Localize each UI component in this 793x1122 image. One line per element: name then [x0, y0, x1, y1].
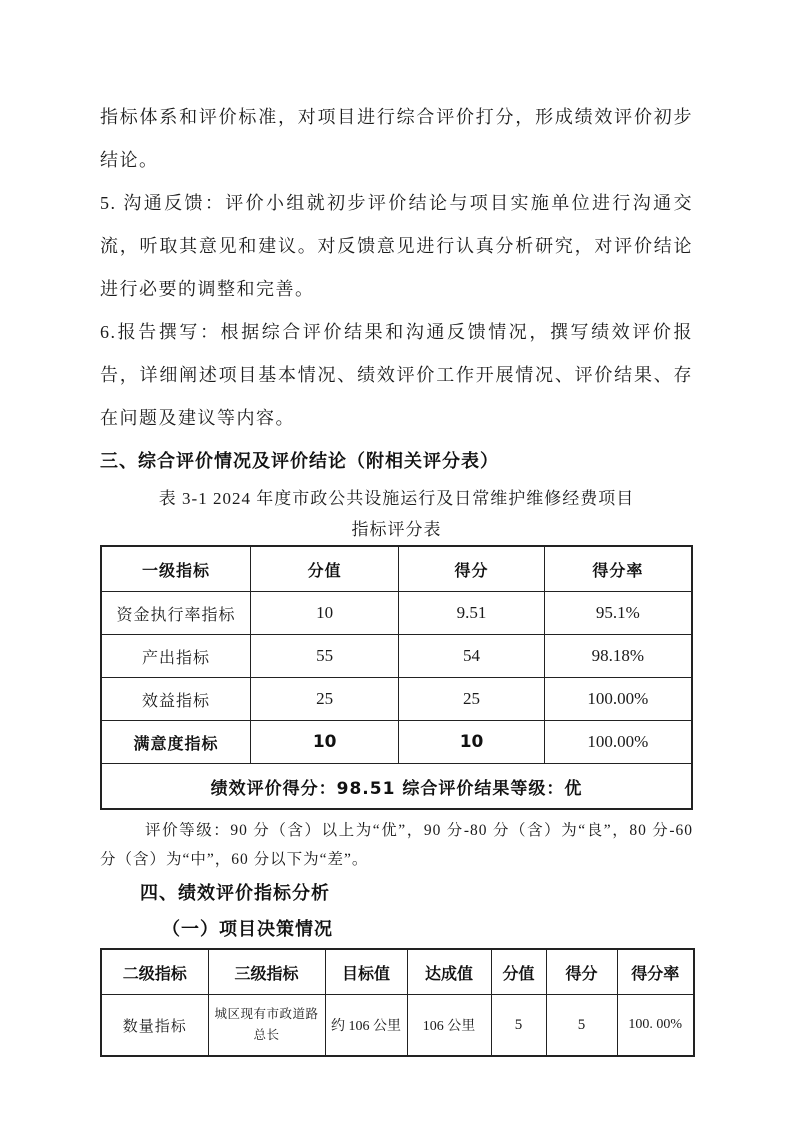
header-cell-score-rate: 得分率 — [617, 949, 694, 995]
table1-caption-line1: 表 3-1 2024 年度市政公共设施运行及日常维护维修经费项目 — [158, 489, 635, 508]
cell-score: 10 — [399, 721, 544, 764]
cell-achieved-value: 106 公里 — [407, 995, 491, 1057]
header-cell-achieved-value: 达成值 — [407, 949, 491, 995]
cell-score-value: 5 — [491, 995, 546, 1057]
table1-caption-line2: 指标评分表 — [351, 520, 442, 539]
cell-score-rate: 100. 00% — [617, 995, 694, 1057]
para-report-writing: 6.报告撰写：根据综合评价结果和沟通反馈情况，撰写绩效评价报告，详细阐述项目基本情况、绩效评价工作开展情况、评价结果、存在问题及建议等内容。 — [100, 322, 693, 428]
cell-score: 54 — [399, 635, 544, 678]
table-header-row — [101, 546, 692, 592]
table-summary-row — [101, 764, 692, 810]
para-scoring-conclusion: 指标体系和评价标准，对项目进行综合评价打分，形成绩效评价初步结论。 — [100, 107, 693, 170]
subsection-heading-4-1: （一）项目决策情况 — [162, 919, 333, 940]
section-heading-4: 四、绩效评价指标分析 — [140, 883, 330, 904]
cell-score-rate: 100.00% — [544, 721, 692, 764]
cell-indicator-name: 效益指标 — [101, 678, 251, 721]
table-row-output — [101, 635, 692, 678]
cell-score-value: 10 — [251, 721, 399, 764]
cell-score: 25 — [399, 678, 544, 721]
para-communication-feedback: 5. 沟通反馈：评价小组就初步评价结论与项目实施单位进行沟通交流，听取其意见和建议。对反馈意见进行认真分析研究，对评价结论进行必要的调整和完善。 — [100, 193, 693, 299]
overall-score-and-grade: 绩效评价得分：98.51 综合评价结果等级：优 — [101, 764, 692, 810]
cell-score-rate: 95.1% — [544, 592, 692, 635]
table-row-quantity-indicator — [101, 995, 694, 1057]
header-cell-score-value: 分值 — [251, 546, 399, 592]
cell-target-value: 约 106 公里 — [325, 995, 407, 1057]
cell-score-value: 25 — [251, 678, 399, 721]
cell-score-value: 55 — [251, 635, 399, 678]
cell-level3-indicator: 城区现有市政道路总长 — [208, 995, 325, 1057]
cell-score: 9.51 — [399, 592, 544, 635]
section-heading-3: 三、综合评价情况及评价结论（附相关评分表） — [100, 451, 499, 472]
header-cell-level3-indicator: 三级指标 — [208, 949, 325, 995]
cell-score: 5 — [546, 995, 617, 1057]
table-row-fund-execution — [101, 592, 692, 635]
header-cell-level1-indicator: 一级指标 — [101, 546, 251, 592]
cell-score-value: 10 — [251, 592, 399, 635]
grade-note: 评价等级：90 分（含）以上为“优”，90 分-80 分（含）为“良”，80 分-60 分（含）为“中”，60 分以下为“差”。 — [100, 822, 693, 868]
table-row-satisfaction — [101, 721, 692, 764]
header-cell-score-value: 分值 — [491, 949, 546, 995]
header-cell-score-rate: 得分率 — [544, 546, 692, 592]
cell-level2-indicator: 数量指标 — [101, 995, 208, 1057]
table1-caption — [100, 483, 693, 545]
table-header-row — [101, 949, 694, 995]
cell-score-rate: 98.18% — [544, 635, 692, 678]
score-summary-table — [100, 545, 693, 810]
cell-indicator-name: 资金执行率指标 — [101, 592, 251, 635]
header-cell-target-value: 目标值 — [325, 949, 407, 995]
decision-indicator-table — [100, 948, 695, 1057]
cell-score-rate: 100.00% — [544, 678, 692, 721]
header-cell-score: 得分 — [546, 949, 617, 995]
header-cell-level2-indicator: 二级指标 — [101, 949, 208, 995]
header-cell-score: 得分 — [399, 546, 544, 592]
cell-indicator-name: 产出指标 — [101, 635, 251, 678]
cell-indicator-name: 满意度指标 — [101, 721, 251, 764]
table-row-benefit — [101, 678, 692, 721]
